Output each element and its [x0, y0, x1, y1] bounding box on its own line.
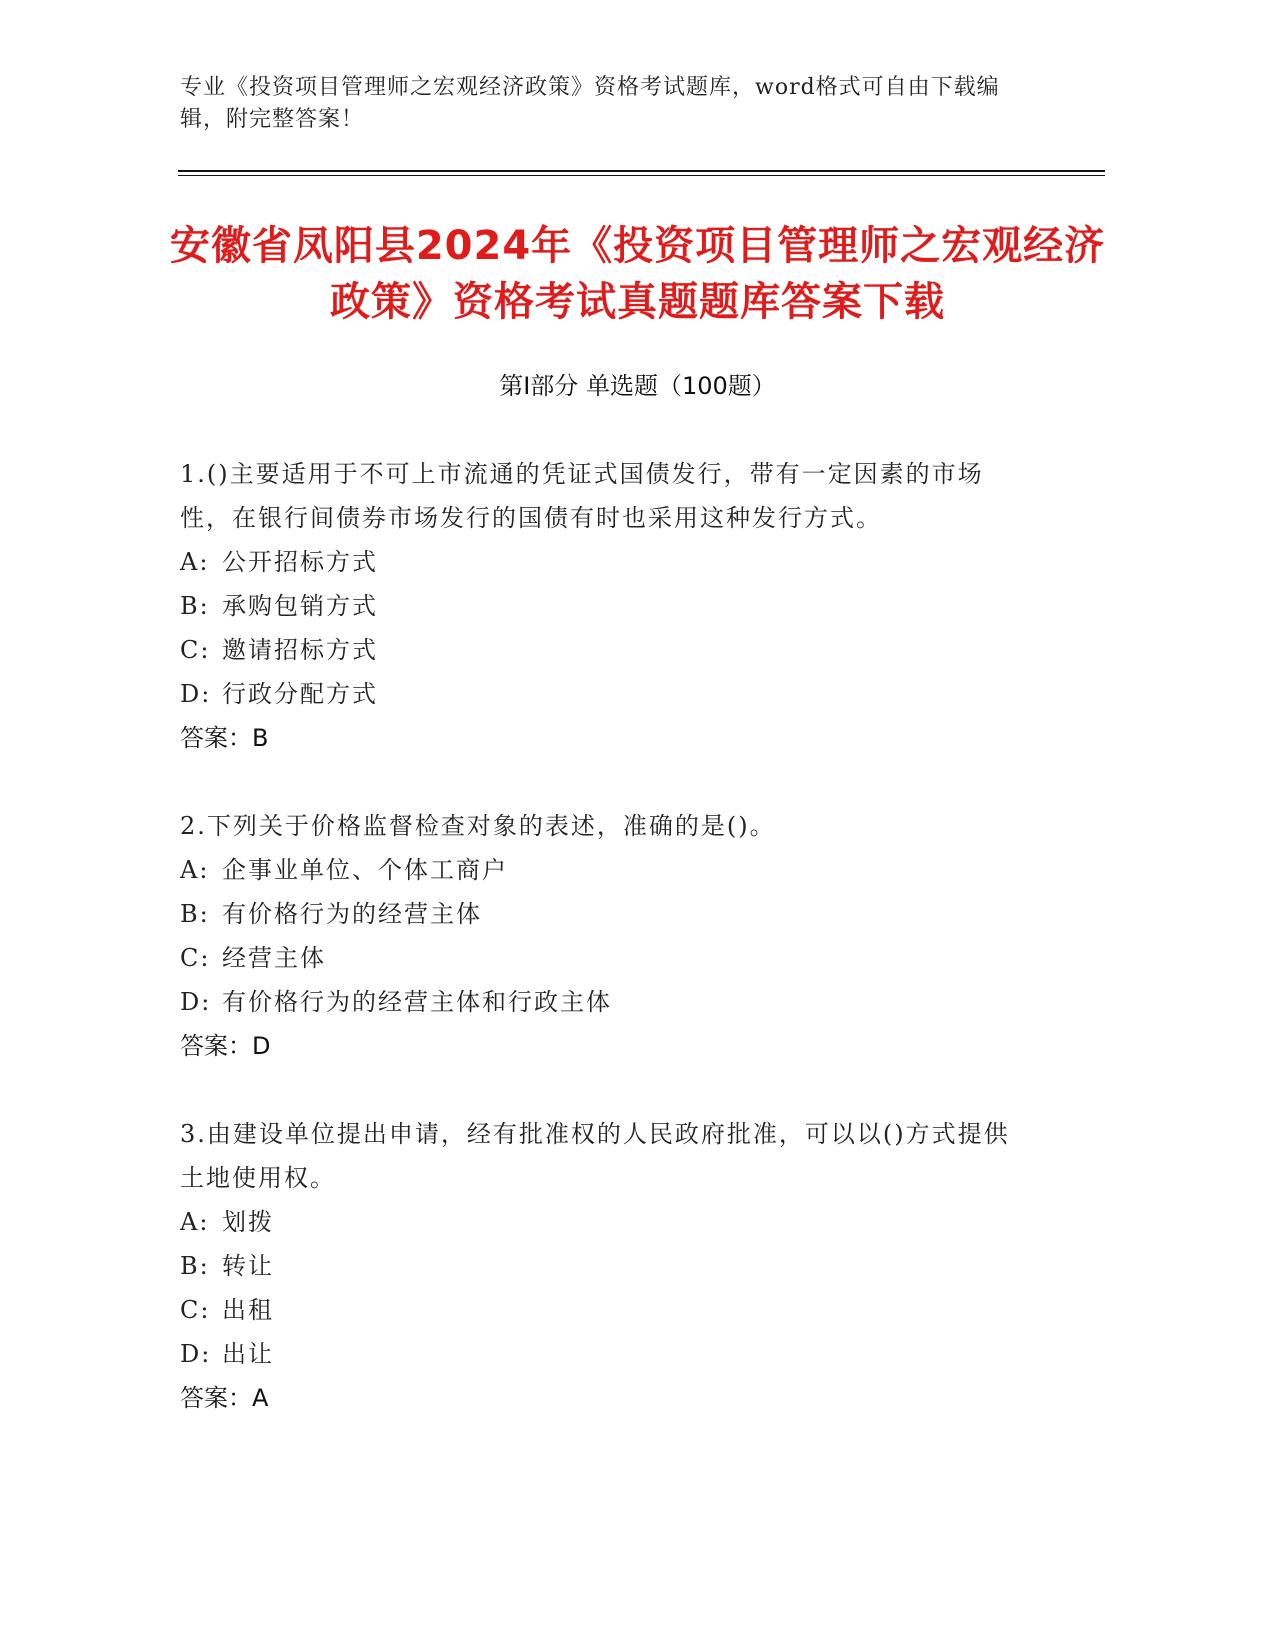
option-text: 出租	[222, 1296, 274, 1324]
section-title: 第Ⅰ部分 单选题（100题）	[499, 372, 776, 400]
option-text: 公开招标方式	[222, 548, 378, 576]
option-d	[180, 1332, 1020, 1376]
option-text: 企事业单位、个体工商户	[222, 856, 508, 884]
option-c	[180, 628, 1020, 672]
option-letter: C:	[180, 1296, 211, 1324]
header-divider-thin	[178, 175, 1105, 176]
question-stem: 2.下列关于价格监督检查对象的表述，准确的是()。	[180, 812, 776, 840]
header-divider-thick	[178, 170, 1105, 172]
option-text: 出让	[222, 1340, 274, 1368]
option-letter: B:	[180, 1252, 210, 1280]
option-text: 有价格行为的经营主体	[222, 900, 482, 928]
question-stem: 1.()主要适用于不可上市流通的凭证式国债发行，带有一定因素的市场性，在银行间债券市场发行的国债有时也采用这种发行方式。	[180, 460, 984, 532]
option-letter: A:	[180, 856, 210, 884]
option-d	[180, 980, 1020, 1024]
option-a	[180, 1200, 1020, 1244]
option-d	[180, 672, 1020, 716]
option-a	[180, 848, 1020, 892]
option-c	[180, 1288, 1020, 1332]
option-b	[180, 892, 1020, 936]
option-letter: A:	[180, 548, 210, 576]
answer-line: 答案：A	[180, 1384, 269, 1412]
option-letter: B:	[180, 900, 210, 928]
option-text: 行政分配方式	[222, 680, 378, 708]
option-text: 邀请招标方式	[222, 636, 378, 664]
option-text: 划拨	[222, 1208, 274, 1236]
header-note: 专业《投资项目管理师之宏观经济政策》资格考试题库，word格式可自由下载编辑，附完整答案！	[180, 75, 1000, 132]
question-3	[180, 1112, 1020, 1420]
question-stem: 3.由建设单位提出申请，经有批准权的人民政府批准，可以以()方式提供土地使用权。	[180, 1120, 1010, 1192]
question-2	[180, 804, 1020, 1068]
option-letter: D:	[180, 988, 212, 1016]
answer-line: 答案：D	[180, 1032, 271, 1060]
option-letter: A:	[180, 1208, 210, 1236]
option-text: 承购包销方式	[222, 592, 378, 620]
option-letter: C:	[180, 636, 211, 664]
option-letter: C:	[180, 944, 211, 972]
option-text: 转让	[222, 1252, 274, 1280]
option-b	[180, 584, 1020, 628]
option-letter: B:	[180, 592, 210, 620]
option-letter: D:	[180, 1340, 212, 1368]
question-1	[180, 452, 1020, 760]
option-text: 经营主体	[222, 944, 326, 972]
answer-line: 答案：B	[180, 724, 269, 752]
option-text: 有价格行为的经营主体和行政主体	[222, 988, 612, 1016]
document-title: 安徽省凤阳县2024年《投资项目管理师之宏观经济政策》资格考试真题题库答案下载	[169, 223, 1106, 325]
question-list	[180, 452, 1020, 1464]
option-b	[180, 1244, 1020, 1288]
option-c	[180, 936, 1020, 980]
option-a	[180, 540, 1020, 584]
option-letter: D:	[180, 680, 212, 708]
